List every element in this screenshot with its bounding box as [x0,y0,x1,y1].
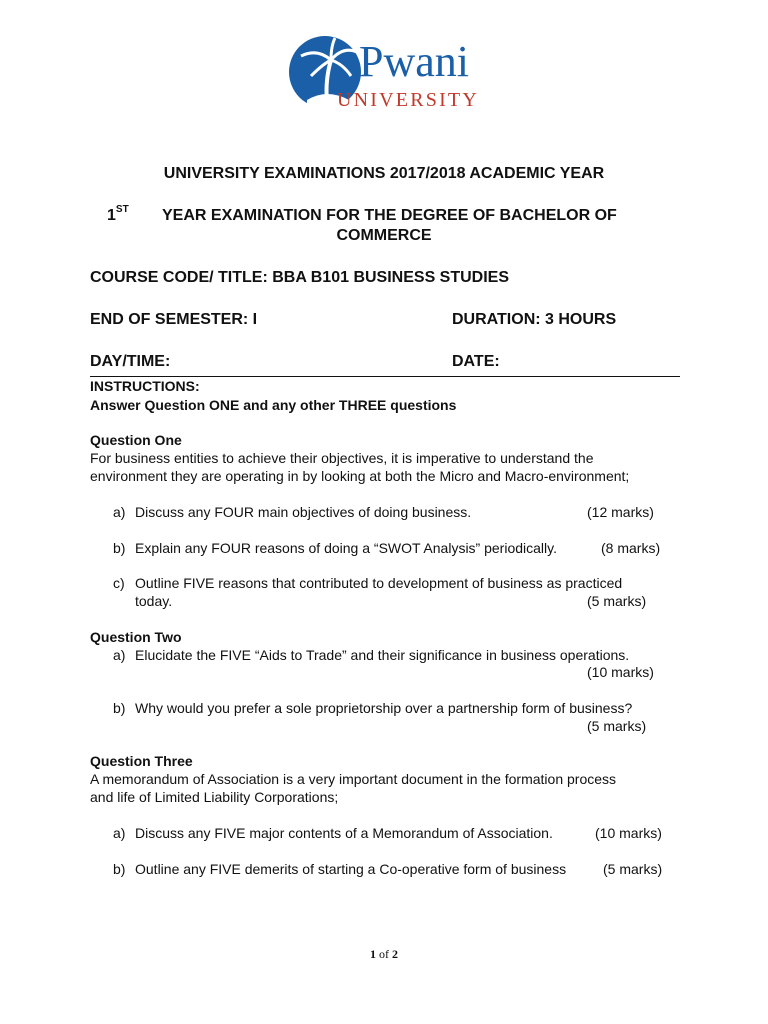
question-two-title: Question Two [90,629,182,645]
day-time: DAY/TIME: [90,353,171,370]
q3-a-marks: (10 marks) [595,825,662,841]
q1-b-marks: (8 marks) [601,540,661,556]
question-one-title: Question One [90,432,182,448]
course-code: COURSE CODE/ TITLE: BBA B101 BUSINESS STUDIES [90,269,510,286]
q1-c-marks: (5 marks) [587,593,647,609]
university-logo [287,30,482,120]
logo-subtitle: UNIVERSITY [337,89,479,111]
logo-wordmark: Pwani [359,37,469,86]
page-total: 2 [392,947,398,961]
q2-b-marks: (5 marks) [587,718,647,734]
degree-line-2: COMMERCE [336,227,432,244]
question-one-intro-1: For business entities to achieve their objectives, it is imperative to understand the [90,450,594,466]
q1-c-text-2: today. [135,593,173,609]
q2-b-letter: b) [113,700,126,716]
q1-c-text-1: Outline FIVE reasons that contributed to development of business as practiced [135,575,623,591]
q2-a-text: Elucidate the FIVE “Aids to Trade” and their significance in business operations. [135,647,630,663]
q3-b-letter: b) [113,861,126,877]
q2-a-letter: a) [113,647,126,663]
question-three-intro-2: and life of Limited Liability Corporations; [90,789,339,805]
page-footer [0,947,768,962]
q2-a-marks: (10 marks) [587,664,654,680]
q2-b-text: Why would you prefer a sole proprietorship over a partnership form of business? [135,700,633,716]
semester: END OF SEMESTER: I [90,311,258,328]
question-three-title: Question Three [90,753,193,769]
year-number: 1ST [107,203,129,224]
q3-b-text: Outline any FIVE demerits of starting a Co-operative form of business [135,861,567,877]
question-three-intro-1: A memorandum of Association is a very important document in the formation process [90,771,617,787]
question-one-intro-2: environment they are operating in by looking at both the Micro and Macro-environment; [90,468,630,484]
q1-a-text: Discuss any FOUR main objectives of doing business. [135,504,472,520]
q3-a-text: Discuss any FIVE major contents of a Memorandum of Association. [135,825,553,841]
duration: DURATION: 3 HOURS [452,311,617,328]
q1-a-marks: (12 marks) [587,504,654,520]
page-of: of [379,947,389,961]
q1-b-text: Explain any FOUR reasons of doing a “SWOT Analysis” periodically. [135,540,557,556]
degree-line: YEAR EXAMINATION FOR THE DEGREE OF BACHELOR OF [162,207,617,224]
q1-b-letter: b) [113,540,126,556]
q1-c-letter: c) [113,575,125,591]
page-number: 1 [370,947,376,961]
q3-b-marks: (5 marks) [603,861,663,877]
q3-a-letter: a) [113,825,126,841]
instructions-text: Answer Question ONE and any other THREE questions [90,397,457,413]
q1-a-letter: a) [113,504,126,520]
date: DATE: [452,353,500,370]
instructions-label: INSTRUCTIONS: [90,378,200,394]
exam-title: UNIVERSITY EXAMINATIONS 2017/2018 ACADEMIC YEAR [163,165,605,182]
